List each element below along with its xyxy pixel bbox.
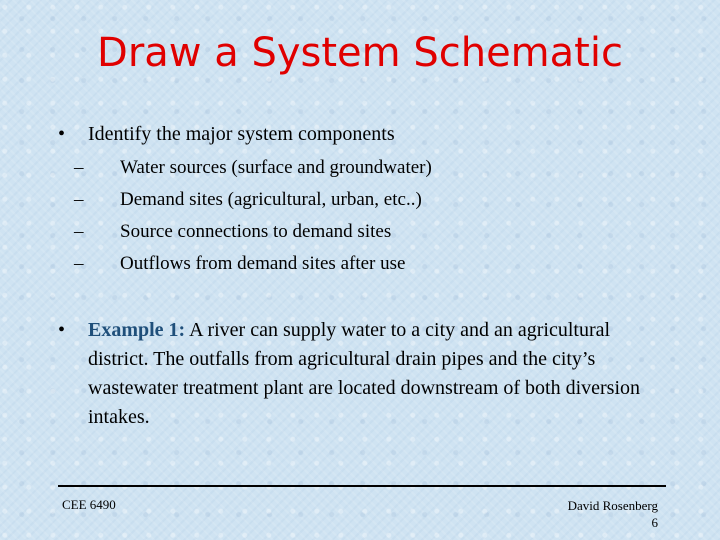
- footer-divider: [58, 485, 666, 487]
- dash-marker: –: [74, 189, 84, 210]
- dash-marker: –: [74, 253, 84, 274]
- page-number: 6: [651, 515, 658, 530]
- example-text: A river can supply water to a city and an agricultural district. The outfalls from agricultural drain pipes and the city’s wastewater treatment plant are located downstream of both diversion intakes.: [88, 319, 641, 428]
- sub-bullet-item: [74, 216, 678, 248]
- sub-bullet-text: Demand sites (agricultural, urban, etc..): [120, 189, 422, 210]
- sub-bullet-text: Water sources (surface and groundwater): [120, 157, 432, 178]
- sub-bullet-item: [74, 184, 678, 216]
- dash-marker: –: [74, 221, 84, 242]
- bullet-list: [58, 120, 678, 280]
- example-text-block: [88, 316, 668, 432]
- footer-course: CEE 6490: [62, 497, 116, 512]
- bullet-marker: •: [58, 319, 66, 341]
- sub-bullet-item: [74, 248, 678, 280]
- bullet-marker: •: [58, 123, 66, 145]
- slide-title: Draw a System Schematic: [97, 30, 623, 76]
- sub-bullet-list: [58, 152, 678, 280]
- main-bullet-text: Identify the major system components: [88, 123, 395, 145]
- footer-right-block: [568, 497, 658, 531]
- footer-author: David Rosenberg: [567, 498, 658, 513]
- sub-bullet-item: [74, 152, 678, 184]
- example-label: Example 1:: [88, 319, 186, 341]
- sub-bullet-text: Source connections to demand sites: [120, 221, 392, 242]
- sub-bullet-text: Outflows from demand sites after use: [120, 253, 406, 274]
- dash-marker: –: [74, 157, 84, 178]
- example-bullet: [58, 316, 668, 432]
- main-bullet-item: [58, 120, 678, 280]
